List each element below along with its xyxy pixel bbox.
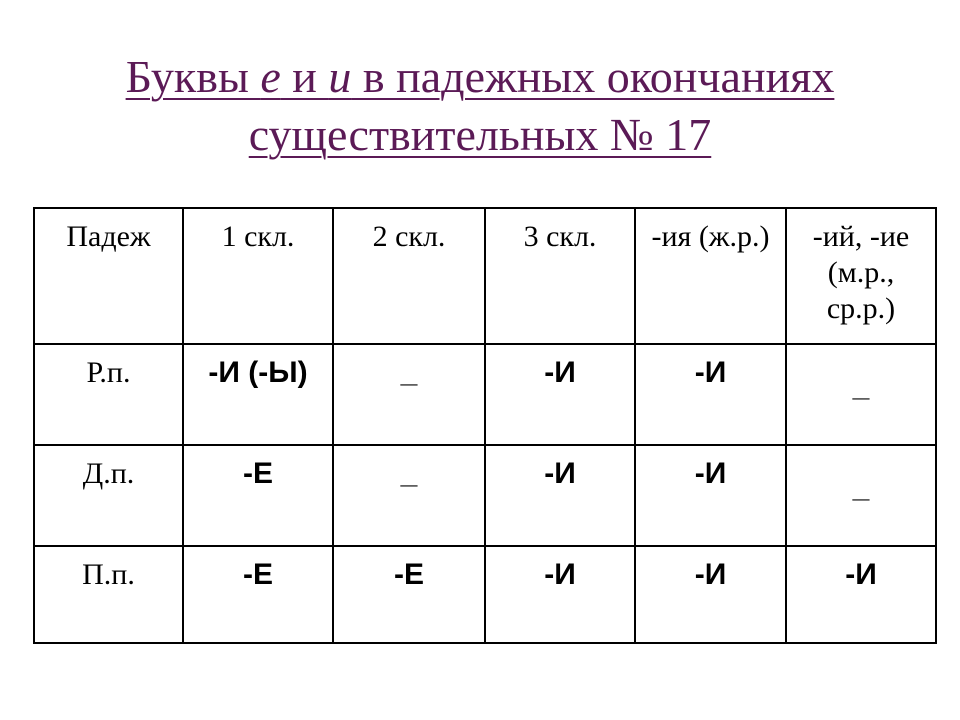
title-line-1 xyxy=(126,48,835,106)
row-label: П.п. xyxy=(34,546,183,643)
table-row-prepositional xyxy=(34,546,936,643)
table-cell: _ xyxy=(333,344,485,445)
page-title xyxy=(0,48,960,164)
table-cell: -И xyxy=(485,344,635,445)
header-iya: -ия (ж.р.) xyxy=(635,208,786,344)
table-cell: _ xyxy=(333,445,485,546)
table-cell: _ xyxy=(786,344,936,445)
table-cell: -И xyxy=(635,344,786,445)
table-cell: -И (-Ы) xyxy=(183,344,333,445)
header-iy-ie: -ий, -ие (м.р., ср.р.) xyxy=(786,208,936,344)
table-cell: -Е xyxy=(333,546,485,643)
table-cell: -Е xyxy=(183,445,333,546)
table-row-dative xyxy=(34,445,936,546)
title-line-2: существительных № 17 xyxy=(248,109,712,160)
row-label: Р.п. xyxy=(34,344,183,445)
table-cell: -И xyxy=(786,546,936,643)
table-row-genitive xyxy=(34,344,936,445)
table-cell: -И xyxy=(635,546,786,643)
row-label: Д.п. xyxy=(34,445,183,546)
table-header-row xyxy=(34,208,936,344)
header-decl-2: 2 скл. xyxy=(333,208,485,344)
header-decl-3: 3 скл. xyxy=(485,208,635,344)
declension-table xyxy=(33,207,937,644)
header-case: Падеж xyxy=(34,208,183,344)
title-letter-e: е xyxy=(260,51,281,102)
table-cell: -И xyxy=(485,546,635,643)
table-cell: _ xyxy=(786,445,936,546)
title-conjunction: и xyxy=(280,51,329,102)
title-prefix: Буквы xyxy=(125,51,261,102)
title-suffix: в падежных окончаниях xyxy=(351,51,835,102)
header-decl-1: 1 скл. xyxy=(183,208,333,344)
table-cell: -И xyxy=(635,445,786,546)
table-cell: -Е xyxy=(183,546,333,643)
table-cell: -И xyxy=(485,445,635,546)
title-letter-i: и xyxy=(328,51,352,102)
